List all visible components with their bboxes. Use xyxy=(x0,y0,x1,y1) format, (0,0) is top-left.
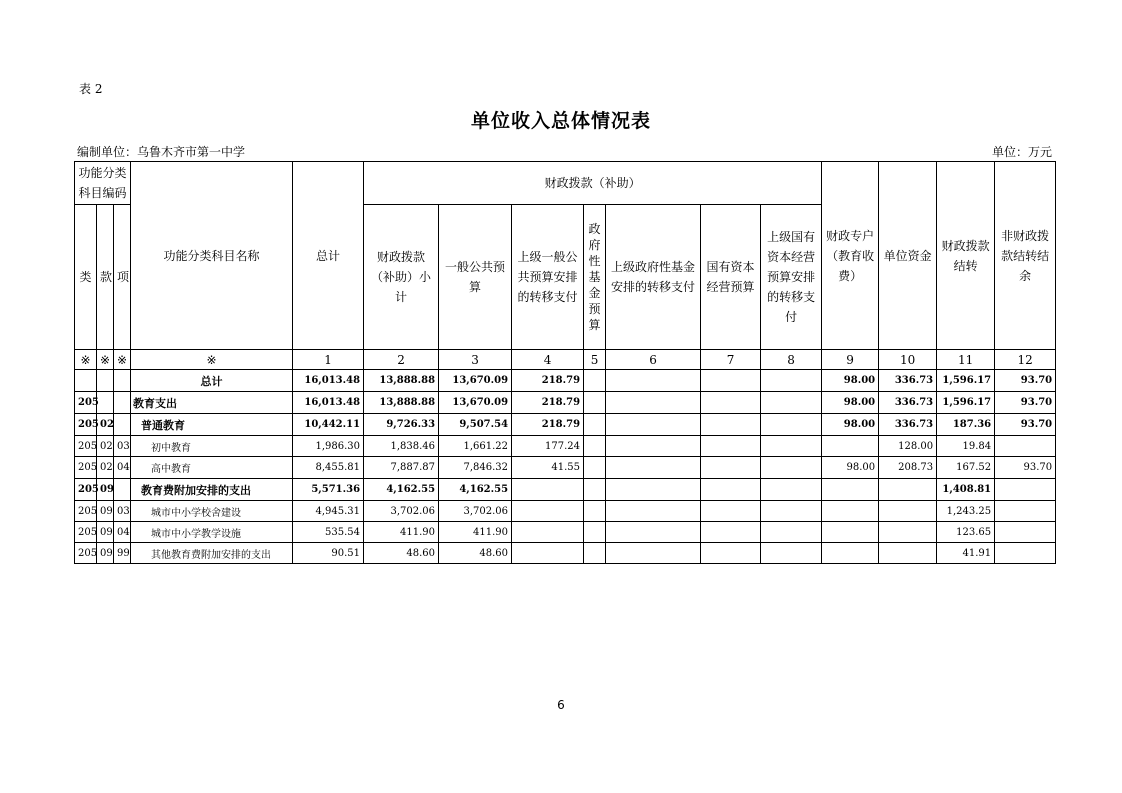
cell-upper-gov-fund-transfer xyxy=(606,414,701,436)
cell-special-edu: 98.00 xyxy=(822,457,879,479)
cell-xiang: 03 xyxy=(114,501,131,522)
cell-upper-general-transfer xyxy=(512,479,584,501)
cell-total: 16,013.48 xyxy=(293,370,364,392)
header-name: 功能分类科目名称 xyxy=(131,162,293,350)
cell-xiang xyxy=(114,370,131,392)
cell-general-budget: 3,702.06 xyxy=(439,501,512,522)
header-nonfiscal-carryover: 非财政拨款结转结余 xyxy=(995,162,1056,350)
cell-state-capital xyxy=(701,501,761,522)
cell-lei: 205 xyxy=(75,522,97,543)
cell-unit-funds xyxy=(879,501,937,522)
cell-upper-gov-fund-transfer xyxy=(606,479,701,501)
cell-name: 高中教育 xyxy=(131,457,293,479)
table-row xyxy=(75,392,1056,414)
cell-upper-general-transfer xyxy=(512,501,584,522)
cell-lei: 205 xyxy=(75,501,97,522)
cell-gov-fund xyxy=(584,370,606,392)
cell-kuan: 02 xyxy=(97,457,114,479)
cell-kuan: 02 xyxy=(97,436,114,457)
index-cell: 4 xyxy=(512,350,584,370)
cell-state-capital xyxy=(701,479,761,501)
header-lei: 类 xyxy=(75,205,97,350)
cell-total: 16,013.48 xyxy=(293,392,364,414)
header-xiang: 项 xyxy=(114,205,131,350)
cell-upper-state-capital-transfer xyxy=(761,543,822,564)
table-row xyxy=(75,370,1056,392)
index-cell: 2 xyxy=(364,350,439,370)
cell-upper-state-capital-transfer xyxy=(761,457,822,479)
cell-special-edu xyxy=(822,436,879,457)
cell-general-budget: 7,846.32 xyxy=(439,457,512,479)
table-row xyxy=(75,457,1056,479)
cell-special-edu: 98.00 xyxy=(822,414,879,436)
cell-special-edu xyxy=(822,543,879,564)
page-number: 6 xyxy=(557,698,565,712)
cell-upper-state-capital-transfer xyxy=(761,414,822,436)
index-cell: 12 xyxy=(995,350,1056,370)
header-gov-fund: 政府性基金预算 xyxy=(584,205,606,350)
index-cell: 7 xyxy=(701,350,761,370)
cell-gov-fund xyxy=(584,522,606,543)
cell-nonfiscal-carryover: 93.70 xyxy=(995,392,1056,414)
cell-upper-state-capital-transfer xyxy=(761,436,822,457)
cell-general-budget: 48.60 xyxy=(439,543,512,564)
cell-nonfiscal-carryover: 93.70 xyxy=(995,370,1056,392)
cell-upper-state-capital-transfer xyxy=(761,392,822,414)
cell-xiang: 03 xyxy=(114,436,131,457)
cell-general-budget: 9,507.54 xyxy=(439,414,512,436)
cell-gov-fund xyxy=(584,479,606,501)
cell-fiscal-subtotal: 13,888.88 xyxy=(364,370,439,392)
cell-unit-funds: 208.73 xyxy=(879,457,937,479)
index-cell: ※ xyxy=(131,350,293,370)
cell-upper-gov-fund-transfer xyxy=(606,370,701,392)
cell-general-budget: 13,670.09 xyxy=(439,392,512,414)
cell-unit-funds: 336.73 xyxy=(879,392,937,414)
cell-name: 初中教育 xyxy=(131,436,293,457)
cell-fiscal-carryover: 167.52 xyxy=(937,457,995,479)
cell-gov-fund xyxy=(584,501,606,522)
cell-lei: 205 xyxy=(75,457,97,479)
cell-upper-gov-fund-transfer xyxy=(606,543,701,564)
cell-xiang xyxy=(114,392,131,414)
cell-name: 总计 xyxy=(131,370,293,392)
cell-special-edu: 98.00 xyxy=(822,370,879,392)
cell-gov-fund xyxy=(584,392,606,414)
cell-fiscal-carryover: 1,596.17 xyxy=(937,370,995,392)
index-cell: ※ xyxy=(75,350,97,370)
cell-upper-state-capital-transfer xyxy=(761,370,822,392)
cell-kuan: 09 xyxy=(97,501,114,522)
index-row xyxy=(75,350,1056,370)
cell-upper-general-transfer: 41.55 xyxy=(512,457,584,479)
header-state-capital: 国有资本经营预算 xyxy=(701,205,761,350)
cell-name: 普通教育 xyxy=(131,414,293,436)
cell-total: 5,571.36 xyxy=(293,479,364,501)
cell-lei: 205 xyxy=(75,414,97,436)
index-cell: 1 xyxy=(293,350,364,370)
cell-total: 535.54 xyxy=(293,522,364,543)
header-unit-funds: 单位资金 xyxy=(879,162,937,350)
currency-unit: 单位：万元 xyxy=(991,145,1052,159)
cell-name: 教育支出 xyxy=(131,392,293,414)
cell-unit-funds xyxy=(879,543,937,564)
table-number: 表 2 xyxy=(79,82,103,96)
cell-fiscal-carryover: 123.65 xyxy=(937,522,995,543)
table-row xyxy=(75,479,1056,501)
cell-name: 城市中小学教学设施 xyxy=(131,522,293,543)
cell-state-capital xyxy=(701,457,761,479)
index-cell: 3 xyxy=(439,350,512,370)
cell-total: 90.51 xyxy=(293,543,364,564)
cell-general-budget: 411.90 xyxy=(439,522,512,543)
header-upper-state-capital-transfer: 上级国有资本经营预算安排的转移支付 xyxy=(761,205,822,350)
page-title: 单位收入总体情况表 xyxy=(470,110,651,132)
income-table xyxy=(74,161,1056,564)
table-row xyxy=(75,436,1056,457)
cell-general-budget: 1,661.22 xyxy=(439,436,512,457)
index-cell: 5 xyxy=(584,350,606,370)
header-func-code: 功能分类科目编码 xyxy=(75,162,131,205)
cell-fiscal-subtotal: 13,888.88 xyxy=(364,392,439,414)
header-fiscal-group: 财政拨款（补助） xyxy=(364,162,822,205)
header-upper-general-transfer: 上级一般公共预算安排的转移支付 xyxy=(512,205,584,350)
header-fiscal-subtotal: 财政拨款（补助）小计 xyxy=(364,205,439,350)
cell-name: 城市中小学校舍建设 xyxy=(131,501,293,522)
cell-upper-state-capital-transfer xyxy=(761,479,822,501)
cell-nonfiscal-carryover xyxy=(995,543,1056,564)
index-cell: ※ xyxy=(97,350,114,370)
index-cell: 9 xyxy=(822,350,879,370)
cell-xiang xyxy=(114,414,131,436)
cell-total: 10,442.11 xyxy=(293,414,364,436)
cell-upper-gov-fund-transfer xyxy=(606,522,701,543)
cell-kuan xyxy=(97,370,114,392)
cell-fiscal-subtotal: 7,887.87 xyxy=(364,457,439,479)
cell-upper-general-transfer xyxy=(512,543,584,564)
table-row xyxy=(75,522,1056,543)
cell-upper-general-transfer xyxy=(512,522,584,543)
header-fiscal-carryover: 财政拨款结转 xyxy=(937,162,995,350)
cell-nonfiscal-carryover xyxy=(995,522,1056,543)
cell-upper-general-transfer: 177.24 xyxy=(512,436,584,457)
cell-xiang: 04 xyxy=(114,522,131,543)
cell-unit-funds: 336.73 xyxy=(879,370,937,392)
cell-nonfiscal-carryover: 93.70 xyxy=(995,414,1056,436)
table-row xyxy=(75,501,1056,522)
cell-special-edu xyxy=(822,479,879,501)
index-cell: 8 xyxy=(761,350,822,370)
cell-upper-state-capital-transfer xyxy=(761,501,822,522)
cell-state-capital xyxy=(701,414,761,436)
header-general-budget: 一般公共预算 xyxy=(439,205,512,350)
cell-kuan: 09 xyxy=(97,543,114,564)
index-cell: 11 xyxy=(937,350,995,370)
table-body xyxy=(75,370,1056,564)
cell-upper-gov-fund-transfer xyxy=(606,436,701,457)
header-upper-gov-fund-transfer: 上级政府性基金安排的转移支付 xyxy=(606,205,701,350)
cell-unit-funds xyxy=(879,479,937,501)
cell-kuan: 09 xyxy=(97,522,114,543)
cell-upper-gov-fund-transfer xyxy=(606,457,701,479)
cell-fiscal-subtotal: 3,702.06 xyxy=(364,501,439,522)
cell-total: 1,986.30 xyxy=(293,436,364,457)
cell-state-capital xyxy=(701,370,761,392)
cell-fiscal-carryover: 41.91 xyxy=(937,543,995,564)
cell-name: 教育费附加安排的支出 xyxy=(131,479,293,501)
cell-total: 4,945.31 xyxy=(293,501,364,522)
cell-fiscal-subtotal: 4,162.55 xyxy=(364,479,439,501)
cell-lei xyxy=(75,370,97,392)
table-row xyxy=(75,414,1056,436)
cell-nonfiscal-carryover xyxy=(995,501,1056,522)
cell-lei: 205 xyxy=(75,543,97,564)
table-row xyxy=(75,543,1056,564)
cell-fiscal-subtotal: 9,726.33 xyxy=(364,414,439,436)
cell-state-capital xyxy=(701,392,761,414)
index-cell: 6 xyxy=(606,350,701,370)
cell-nonfiscal-carryover xyxy=(995,436,1056,457)
cell-fiscal-subtotal: 1,838.46 xyxy=(364,436,439,457)
cell-unit-funds: 336.73 xyxy=(879,414,937,436)
cell-nonfiscal-carryover: 93.70 xyxy=(995,457,1056,479)
cell-xiang xyxy=(114,479,131,501)
cell-special-edu: 98.00 xyxy=(822,392,879,414)
cell-fiscal-carryover: 19.84 xyxy=(937,436,995,457)
cell-upper-general-transfer: 218.79 xyxy=(512,392,584,414)
cell-fiscal-subtotal: 411.90 xyxy=(364,522,439,543)
cell-lei: 205 xyxy=(75,436,97,457)
cell-gov-fund xyxy=(584,457,606,479)
cell-gov-fund xyxy=(584,414,606,436)
cell-upper-gov-fund-transfer xyxy=(606,392,701,414)
cell-gov-fund xyxy=(584,436,606,457)
cell-total: 8,455.81 xyxy=(293,457,364,479)
header-special-edu: 财政专户（教育收费） xyxy=(822,162,879,350)
header-total: 总计 xyxy=(293,162,364,350)
cell-lei: 205 xyxy=(75,479,97,501)
cell-state-capital xyxy=(701,436,761,457)
table-header xyxy=(75,162,1056,370)
cell-special-edu xyxy=(822,522,879,543)
cell-xiang: 99 xyxy=(114,543,131,564)
cell-fiscal-subtotal: 48.60 xyxy=(364,543,439,564)
cell-fiscal-carryover: 1,596.17 xyxy=(937,392,995,414)
cell-upper-general-transfer: 218.79 xyxy=(512,370,584,392)
cell-fiscal-carryover: 187.36 xyxy=(937,414,995,436)
cell-special-edu xyxy=(822,501,879,522)
cell-unit-funds: 128.00 xyxy=(879,436,937,457)
cell-unit-funds xyxy=(879,522,937,543)
cell-kuan xyxy=(97,392,114,414)
cell-upper-state-capital-transfer xyxy=(761,522,822,543)
cell-general-budget: 13,670.09 xyxy=(439,370,512,392)
cell-fiscal-carryover: 1,243.25 xyxy=(937,501,995,522)
cell-kuan: 09 xyxy=(97,479,114,501)
cell-gov-fund xyxy=(584,543,606,564)
cell-general-budget: 4,162.55 xyxy=(439,479,512,501)
cell-upper-general-transfer: 218.79 xyxy=(512,414,584,436)
cell-lei: 205 xyxy=(75,392,97,414)
cell-state-capital xyxy=(701,543,761,564)
cell-state-capital xyxy=(701,522,761,543)
index-cell: 10 xyxy=(879,350,937,370)
cell-xiang: 04 xyxy=(114,457,131,479)
cell-kuan: 02 xyxy=(97,414,114,436)
cell-name: 其他教育费附加安排的支出 xyxy=(131,543,293,564)
cell-fiscal-carryover: 1,408.81 xyxy=(937,479,995,501)
index-cell: ※ xyxy=(114,350,131,370)
compiling-unit: 编制单位：乌鲁木齐市第一中学 xyxy=(77,145,246,159)
cell-upper-gov-fund-transfer xyxy=(606,501,701,522)
cell-nonfiscal-carryover xyxy=(995,479,1056,501)
header-kuan: 款 xyxy=(97,205,114,350)
